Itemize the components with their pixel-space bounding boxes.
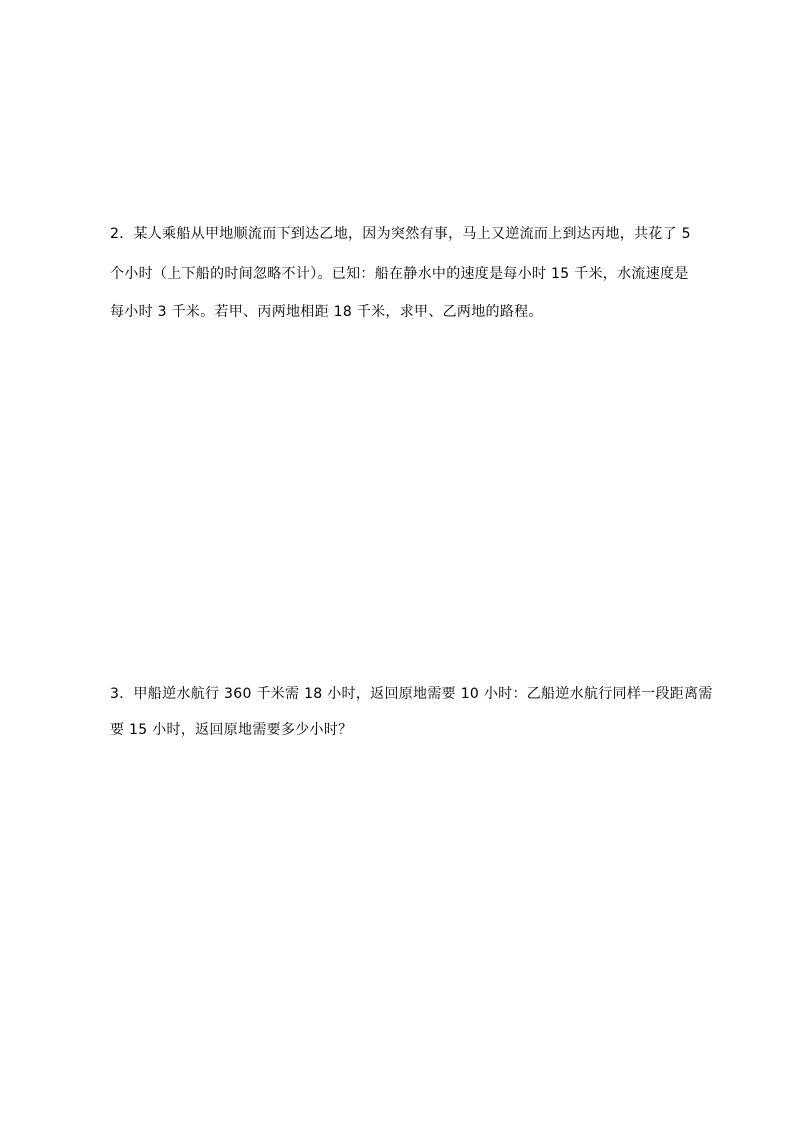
problem-3-line-1: 3．甲船逆水航行 360 千米需 18 小时，返回原地需要 10 小时：乙船逆水航行同样一段距离需 xyxy=(110,686,713,702)
problem-2-line-2: 个小时（上下船的时间忽略不计）。已知：船在静水中的速度是每小时 15 千米，水流速度是 xyxy=(110,266,689,282)
problem-2-line-3: 每小时 3 千米。若甲、丙两地相距 18 千米，求甲、乙两地的路程。 xyxy=(110,304,543,320)
problem-2-line-1: 2．某人乘船从甲地顺流而下到达乙地，因为突然有事，马上又逆流而上到达丙地，共花了 5 xyxy=(110,226,691,242)
problem-3-line-2: 要 15 小时，返回原地需要多少小时？ xyxy=(110,722,353,738)
